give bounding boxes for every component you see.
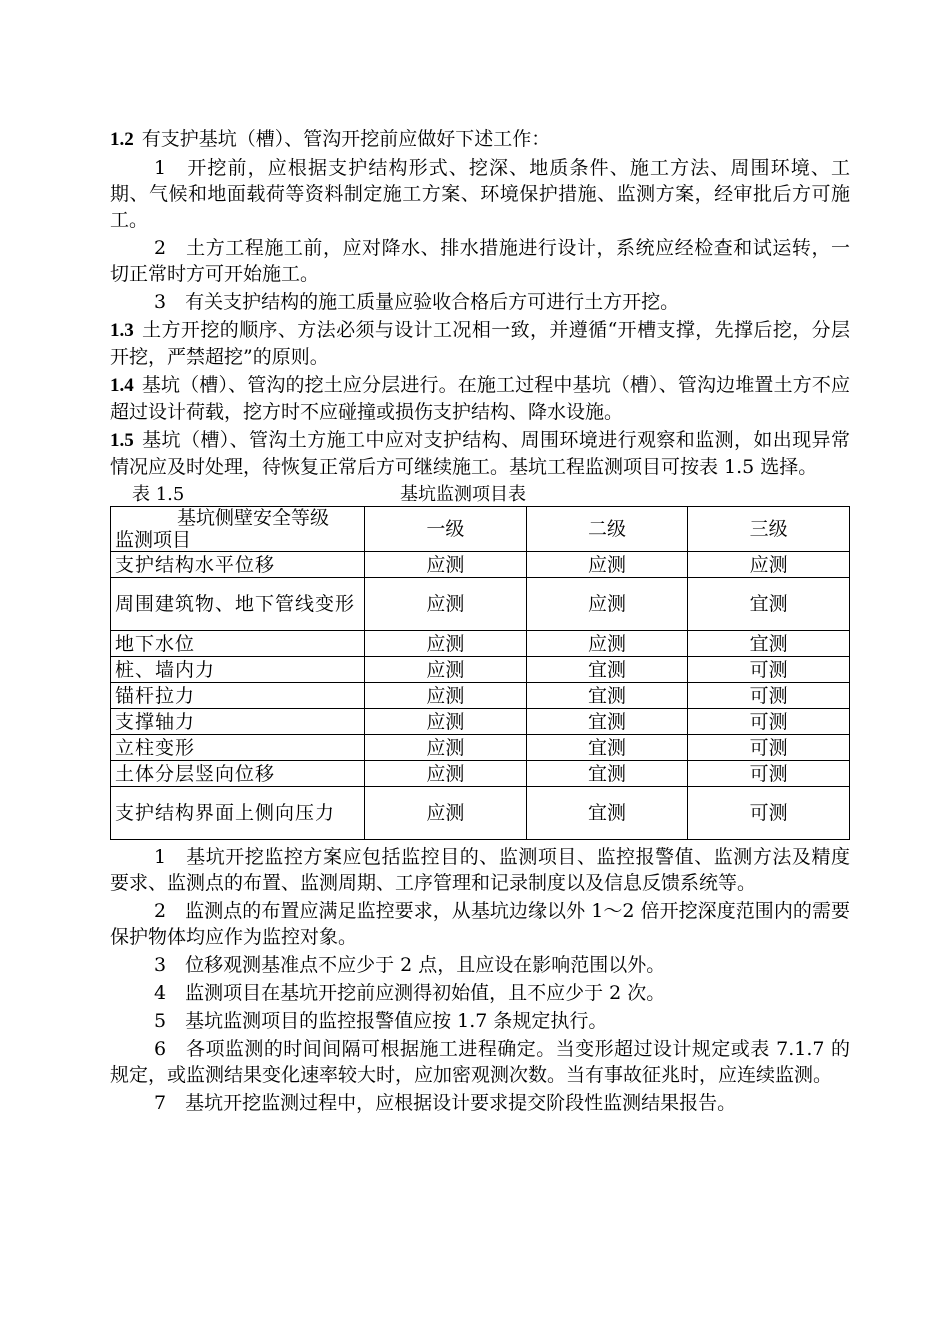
note-7: 7 基坑开挖监测过程中，应根据设计要求提交阶段性监测结果报告。 — [154, 1092, 737, 1114]
row-value: 宜测 — [688, 578, 850, 631]
row-value: 宜测 — [526, 787, 688, 840]
row-value: 宜测 — [688, 631, 850, 657]
section-1-5 — [110, 427, 850, 480]
row-value: 应测 — [365, 631, 527, 657]
row-value: 宜测 — [526, 657, 688, 683]
table-row — [111, 709, 850, 735]
table-row — [111, 683, 850, 709]
row-value: 可测 — [688, 657, 850, 683]
table-notes — [110, 844, 850, 1116]
section-text: 基坑（槽）、管沟土方施工中应对支护结构、周围环境进行观察和监测，如出现异常情况应及时处理，待恢复正常后方可继续施工。基坑工程监测项目可按表 1.5 选择。 — [110, 429, 850, 478]
row-value: 可测 — [688, 735, 850, 761]
table-row — [111, 787, 850, 840]
row-item: 土体分层竖向位移 — [111, 761, 365, 787]
note-1: 1 基坑开挖监控方案应包括监控目的、监测项目、监控报警值、监测方法及精度要求、监测点的布置、监测周期、工序管理和记录制度以及信息反馈系统等。 — [110, 846, 850, 894]
table-row — [111, 735, 850, 761]
row-value: 应测 — [365, 552, 527, 578]
row-value: 应测 — [365, 761, 527, 787]
note-5: 5 基坑监测项目的监控报警值应按 1.7 条规定执行。 — [154, 1010, 608, 1032]
section-number: 1.5 — [110, 430, 134, 451]
row-value: 可测 — [688, 761, 850, 787]
row-value: 可测 — [688, 709, 850, 735]
header-grade-1: 一级 — [365, 507, 527, 552]
row-value: 可测 — [688, 787, 850, 840]
row-item: 锚杆拉力 — [111, 683, 365, 709]
table-row — [111, 578, 850, 631]
row-value: 宜测 — [526, 709, 688, 735]
row-value: 应测 — [365, 787, 527, 840]
table-caption — [110, 482, 850, 508]
table-title: 基坑监测项目表 — [400, 484, 526, 505]
note-6: 6 各项监测的时间间隔可根据施工进程确定。当变形超过设计规定或表 7.1.7 的规定，或监测结果变化速率较大时，应加密观测次数。当有事故征兆时，应连续监测。 — [110, 1038, 850, 1086]
table-header-row — [111, 507, 850, 552]
row-value: 宜测 — [526, 735, 688, 761]
item-1: 1 开挖前，应根据支护结构形式、挖深、地质条件、施工方法、周围环境、工期、气候和地面载荷等资料制定施工方案、环境保护措施、监测方案，经审批后方可施工。 — [110, 157, 850, 231]
table-row — [111, 657, 850, 683]
table-row — [111, 552, 850, 578]
row-value: 宜测 — [526, 683, 688, 709]
row-value: 应测 — [365, 683, 527, 709]
row-value: 可测 — [688, 683, 850, 709]
row-item: 支护结构水平位移 — [111, 552, 365, 578]
item-2: 2 土方工程施工前，应对降水、排水措施进行设计，系统应经检查和试运转，一切正常时方可开始施工。 — [110, 237, 850, 285]
note-4: 4 监测项目在基坑开挖前应测得初始值，且不应少于 2 次。 — [154, 982, 666, 1004]
row-item: 桩、墙内力 — [111, 657, 365, 683]
table-label: 表 1.5 — [132, 484, 185, 505]
document-page — [110, 126, 850, 1118]
row-item: 立柱变形 — [111, 735, 365, 761]
section-number: 1.3 — [110, 320, 134, 341]
item-3: 3 有关支护结构的施工质量应验收合格后方可进行土方开挖。 — [154, 291, 680, 313]
row-value: 应测 — [365, 709, 527, 735]
section-number: 1.2 — [110, 129, 134, 150]
row-item: 支撑轴力 — [111, 709, 365, 735]
note-2: 2 监测点的布置应满足监控要求，从基坑边缘以外 1～2 倍开挖深度范围内的需要保护物体均应作为监控对象。 — [110, 900, 850, 948]
row-value: 应测 — [365, 735, 527, 761]
row-value: 宜测 — [526, 761, 688, 787]
row-value: 应测 — [365, 657, 527, 683]
row-value: 应测 — [688, 552, 850, 578]
section-number: 1.4 — [110, 375, 134, 396]
note-3: 3 位移观测基准点不应少于 2 点，且应设在影响范围以外。 — [154, 954, 666, 976]
section-text: 基坑（槽）、管沟的挖土应分层进行。在施工过程中基坑（槽）、管沟边堆置土方不应超过设计荷载，挖方时不应碰撞或损伤支护结构、降水设施。 — [110, 374, 850, 423]
header-grade-2: 二级 — [526, 507, 688, 552]
monitoring-table — [110, 506, 850, 840]
section-text: 有支护基坑（槽）、管沟开挖前应做好下述工作： — [141, 128, 551, 150]
row-value: 应测 — [526, 631, 688, 657]
header-grade-3: 三级 — [688, 507, 850, 552]
row-value: 应测 — [365, 578, 527, 631]
table-corner-header — [111, 507, 365, 552]
row-item: 周围建筑物、地下管线变形 — [111, 578, 365, 631]
row-item: 地下水位 — [111, 631, 365, 657]
corner-top-label: 基坑侧壁安全等级 — [177, 507, 330, 529]
section-text: 土方开挖的顺序、方法必须与设计工况相一致，并遵循“开槽支撑，先撑后挖，分层开挖，严禁超挖”的原则。 — [110, 319, 850, 368]
section-1-4 — [110, 372, 850, 425]
corner-bottom-label: 监测项目 — [115, 529, 192, 551]
row-item: 支护结构界面上侧向压力 — [111, 787, 365, 840]
section-1-2 — [110, 126, 850, 153]
row-value: 应测 — [526, 578, 688, 631]
table-row — [111, 631, 850, 657]
row-value: 应测 — [526, 552, 688, 578]
table-row — [111, 761, 850, 787]
section-1-3 — [110, 317, 850, 370]
